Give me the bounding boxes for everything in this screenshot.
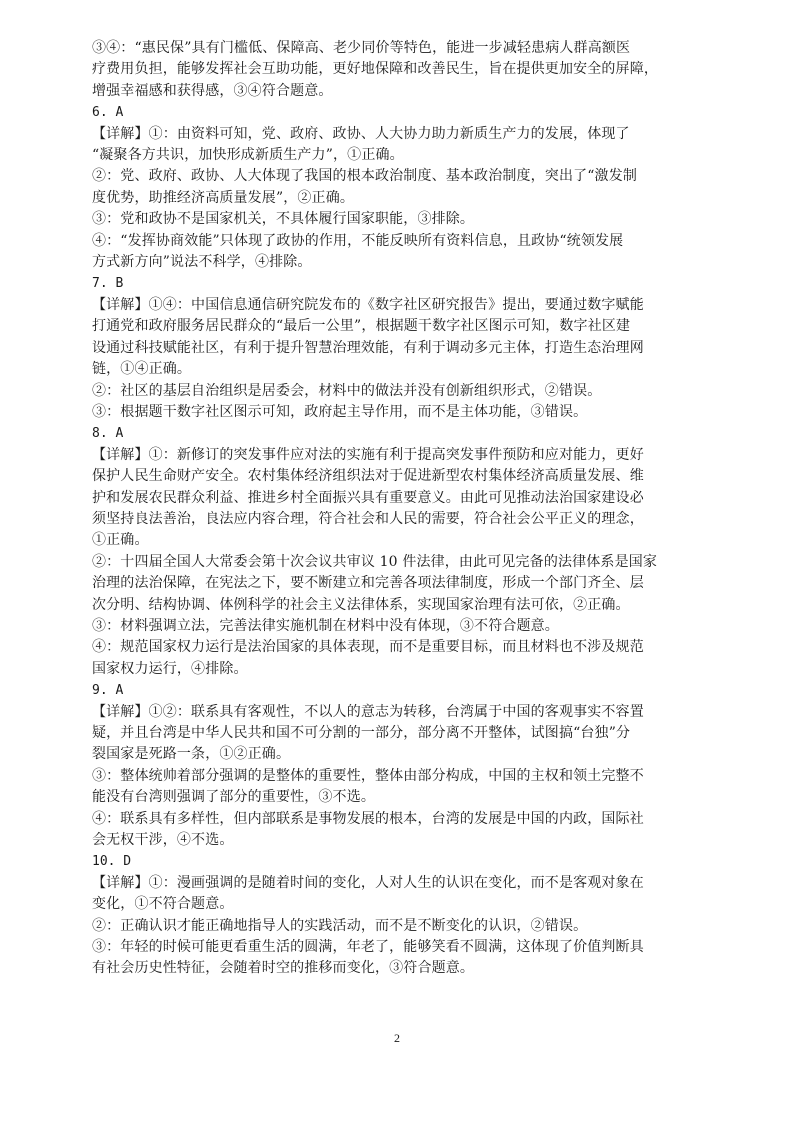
page-number: 2	[394, 1031, 400, 1045]
answer-heading-9: 9. A	[92, 683, 124, 699]
text-line: ③：整体统帅着部分强调的是整体的重要性，整体由部分构成，中国的主权和领土完整不	[92, 767, 644, 784]
text-line: ②：十四届全国人大常委会第十次会议共审议 10 件法律，由此可见完备的法律体系是国家	[92, 553, 658, 570]
answer-heading-10: 10. D	[92, 854, 132, 870]
text-line: 【详解】①：漫画强调的是随着时间的变化，人对人生的认识在变化，而不是客观对象在	[92, 874, 644, 891]
text-line: 裂国家是死路一条，①②正确。	[92, 746, 291, 763]
text-line: 护和发展农民群众利益、推进乡村全面振兴具有重要意义。由此可见推动法治国家建设必	[92, 489, 644, 506]
text-line: ④：联系具有多样性，但内部联系是事物发展的根本，台湾的发展是中国的内政，国际社	[92, 810, 644, 827]
text-line: 能没有台湾则强调了部分的重要性，③不选。	[92, 789, 375, 806]
text-line: 链，①④正确。	[92, 361, 192, 378]
answer-explanations	[92, 38, 706, 980]
answer-heading-6: 6. A	[92, 105, 124, 121]
text-line: ④：“发挥协商效能”只体现了政协的作用，不能反映所有资料信息，且政协“统领发展	[92, 232, 624, 249]
text-line: 治理的法治保障，在宪法之下，要不断建立和完善各项法律制度，形成一个部门齐全、层	[92, 575, 644, 592]
text-line: 国家权力运行，④排除。	[92, 660, 248, 677]
text-line: 度优势，助推经济高质量发展”，②正确。	[92, 189, 355, 206]
text-line: 设通过科技赋能社区，有利于提升智慧治理效能，有利于调动多元主体，打造生态治理网	[92, 339, 644, 356]
text-line: 须坚持良法善治，良法应内容合理，符合社会和人民的需要，符合社会公平正义的理念，	[92, 510, 644, 527]
text-line: ③：根据题干数字社区图示可知，政府起主导作用，而不是主体功能，③错误。	[92, 403, 588, 420]
text-line: 【详解】①：由资料可知，党、政府、政协、人大协力助力新质生产力的发展，体现了	[92, 125, 630, 142]
text-line: ①正确。	[92, 532, 149, 549]
text-line: “凝聚各方共识，加快形成新质生产力”，①正确。	[92, 147, 404, 164]
answer-heading-7: 7. B	[92, 276, 124, 292]
text-line: ②：正确认识才能正确地指导人的实践活动，而不是不断变化的认识，②错误。	[92, 917, 588, 934]
text-line: 【详解】①：新修订的突发事件应对法的实施有利于提高突发事件预防和应对能力，更好	[92, 446, 644, 463]
text-line: 会无权干涉，④不选。	[92, 832, 234, 849]
text-line: ③：年轻的时候可能更看重生活的圆满，年老了，能够笑看不圆满，这体现了价值判断具	[92, 939, 644, 956]
text-line: ③：材料强调立法，完善法律实施机制在材料中没有体现，③不符合题意。	[92, 617, 559, 634]
text-line: ②：社区的基层自治组织是居委会，材料中的做法并没有创新组织形式，②错误。	[92, 382, 602, 399]
text-line: 打通党和政府服务居民群众的“最后一公里”，根据题干数字社区图示可知，数字社区建	[92, 318, 631, 335]
text-line: 【详解】①④：中国信息通信研究院发布的《数字社区研究报告》提出，要通过数字赋能	[92, 296, 644, 313]
text-line: 有社会历史性特征，会随着时空的推移而变化，③符合题意。	[92, 960, 475, 977]
text-line: 保护人民生命财产安全。农村集体经济组织法对于促进新型农村集体经济高质量发展、维	[92, 468, 644, 485]
text-line: 疗费用负担，能够发挥社会互助功能，更好地保障和改善民生，旨在提供更加安全的屏障，	[92, 61, 658, 78]
text-line: 次分明、结构协调、体例科学的社会主义法律体系，实现国家治理有法可依，②正确。	[92, 596, 630, 613]
text-line: ③④：“惠民保”具有门槛低、保障高、老少同价等特色，能进一步减轻患病人群高额医	[92, 40, 631, 56]
text-line: ④：规范国家权力运行是法治国家的具体表现，而不是重要目标，而且材料也不涉及规范	[92, 639, 644, 656]
text-line: ②：党、政府、政协、人大体现了我国的根本政治制度、基本政治制度，突出了“激发制	[92, 168, 638, 185]
text-line: 【详解】①②：联系具有客观性，不以人的意志为转移，台湾属于中国的客观事实不容置	[92, 703, 644, 720]
text-line: 方式新方向”说法不科学，④排除。	[92, 254, 312, 271]
text-line: ③：党和政协不是国家机关，不具体履行国家职能，③排除。	[92, 211, 475, 228]
text-line: 增强幸福感和获得感，③④符合题意。	[92, 82, 333, 99]
answer-heading-8: 8. A	[92, 426, 124, 442]
text-line: 变化，①不符合题意。	[92, 896, 234, 913]
text-line: 疑，并且台湾是中华人民共和国不可分割的一部分，部分离不开整体，试图搞“台独”分	[92, 725, 631, 741]
